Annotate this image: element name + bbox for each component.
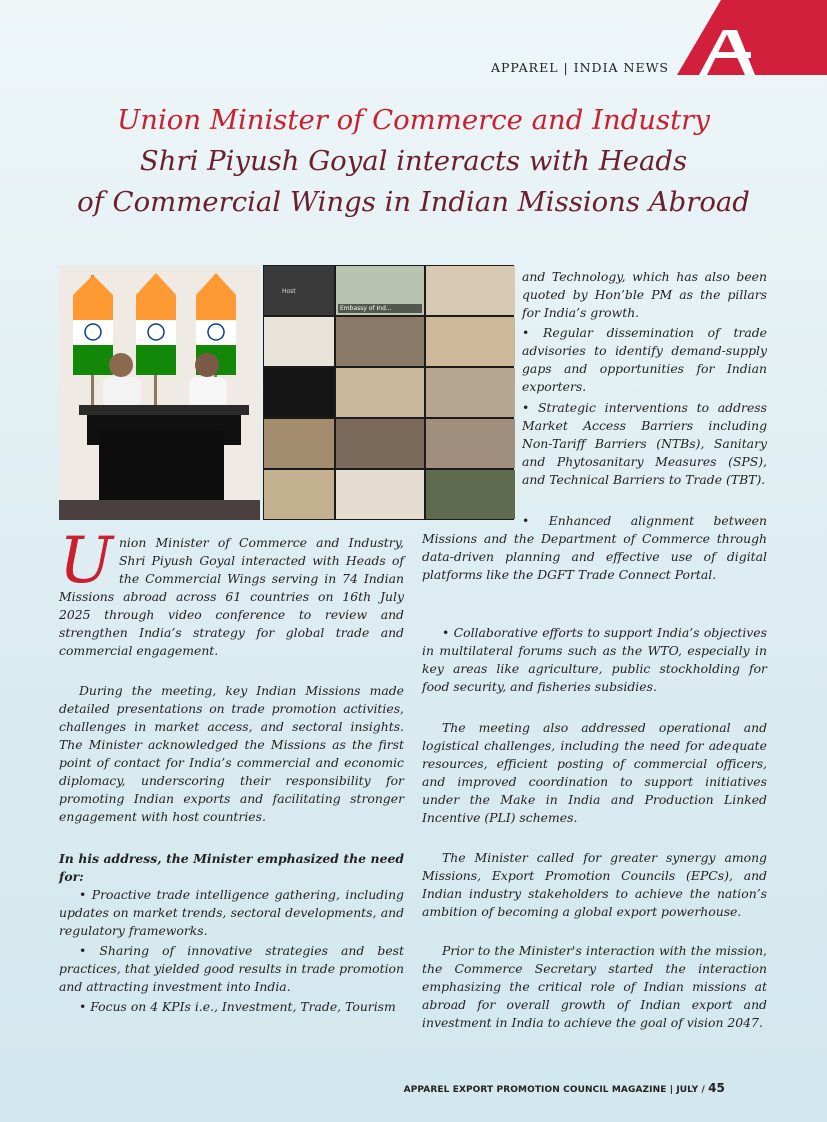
video-tile: [264, 317, 334, 366]
page-footer: [404, 1081, 725, 1095]
intro-paragraph: nion Minister of Commerce and Industry, Shri Piyush Goyal interacted with Heads of the Commercial Wings serving in 74 Indian Missions abroad across 61 countries on 16th July 2025 through video conference to review and strengthen India’s strategy for global trade and commercial engagement.: [59, 535, 404, 658]
bullet-item: • Regular dissemination of trade advisories to identify demand-supply gaps and opportunities for Indian exporters.: [522, 325, 767, 394]
operations-paragraph: The meeting also addressed operational and logistical challenges, including the need for adequate resources, efficient posting of commercial officers, and improved coordination to support initiatives under the Make in India and Production Linked Incentive (PLI) schemes.: [422, 720, 767, 825]
synergy-paragraph: The Minister called for greater synergy among Missions, Export Promotion Councils (EPCs), and Indian industry stakeholders to achieve the nation’s ambition of becoming a global export powerhouse.: [422, 850, 767, 919]
commerce-secretary-paragraph: Prior to the Minister's interaction with the mission, the Commerce Secretary started the interaction emphasizing the critical role of Indian missions at abroad for overall growth of Indian export and investment in India to achieve the goal of vision 2047.: [422, 943, 767, 1030]
video-tile: [426, 419, 515, 468]
left-column-intro: [59, 524, 404, 660]
article-title: [40, 100, 787, 223]
title-line-2: Shri Piyush Goyal interacts with Heads: [139, 145, 688, 177]
video-tile: [264, 470, 334, 519]
video-tile: [426, 368, 515, 417]
bullet-item: • Sharing of innovative strategies and best practices, that yielded good results in trade promotion and attracting investment into India.: [59, 943, 404, 994]
title-line-3: of Commercial Wings in Indian Missions Abroad: [77, 186, 750, 218]
video-tile: [264, 368, 334, 417]
page-number: 45: [708, 1081, 725, 1095]
video-tile: Host: [264, 266, 334, 315]
video-tile: [336, 419, 424, 468]
footer-text: APPAREL EXPORT PROMOTION COUNCIL MAGAZINE | JULY /: [403, 1085, 705, 1095]
video-tile: [336, 368, 424, 417]
title-line-1: Union Minister of Commerce and Industry: [117, 104, 710, 136]
kpi-continuation: and Technology, which has also been quoted by Hon’ble PM as the pillars for India’s growth.: [522, 269, 767, 320]
bullet-item: • Focus on 4 KPIs i.e., Investment, Trade, Tourism: [79, 999, 396, 1014]
video-tile: [336, 317, 424, 366]
bullet-item: • Collaborative efforts to support India’s objectives in multilateral forums such as the WTO, especially in key areas like agriculture, public stockholding for food security, and fisheries subsidies.: [422, 625, 767, 694]
bullet-item: • Enhanced alignment between Missions and the Department of Commerce through data-driven planning and effective use of digital platforms like the DGFT Trade Connect Portal.: [422, 513, 767, 582]
video-conference-grid: [263, 265, 514, 520]
dropcap-letter: U: [59, 524, 113, 598]
video-tile: [426, 266, 515, 315]
bullet-item: • Proactive trade intelligence gathering, including updates on market trends, sectoral developments, and regulatory frameworks.: [59, 887, 404, 938]
video-tile: [264, 419, 334, 468]
ministers-photo: [59, 265, 260, 520]
video-tile: Embassy of Ind...: [336, 266, 424, 315]
corner-logo-graphic: [677, 0, 827, 75]
emphasis-heading: In his address, the Minister emphasized the need for:: [59, 851, 404, 884]
meeting-paragraph: During the meeting, key Indian Missions made detailed presentations on trade promotion activities, challenges in market access, and sectoral insights. The Minister acknowledged the Missions as the first point of contact for India’s commercial and economic diplomacy, underscoring their responsibility for promoting Indian exports and facilitating stronger engagement with host countries.: [59, 683, 404, 824]
video-tile: [336, 470, 424, 519]
video-tile: [426, 317, 515, 366]
section-label: APPAREL | INDIA NEWS: [490, 60, 669, 75]
bullet-item: • Strategic interventions to address Market Access Barriers including Non-Tariff Barriers (NTBs), Sanitary and Phytosanitary Measures (SPS), and Technical Barriers to Trade (TBT).: [522, 400, 767, 487]
